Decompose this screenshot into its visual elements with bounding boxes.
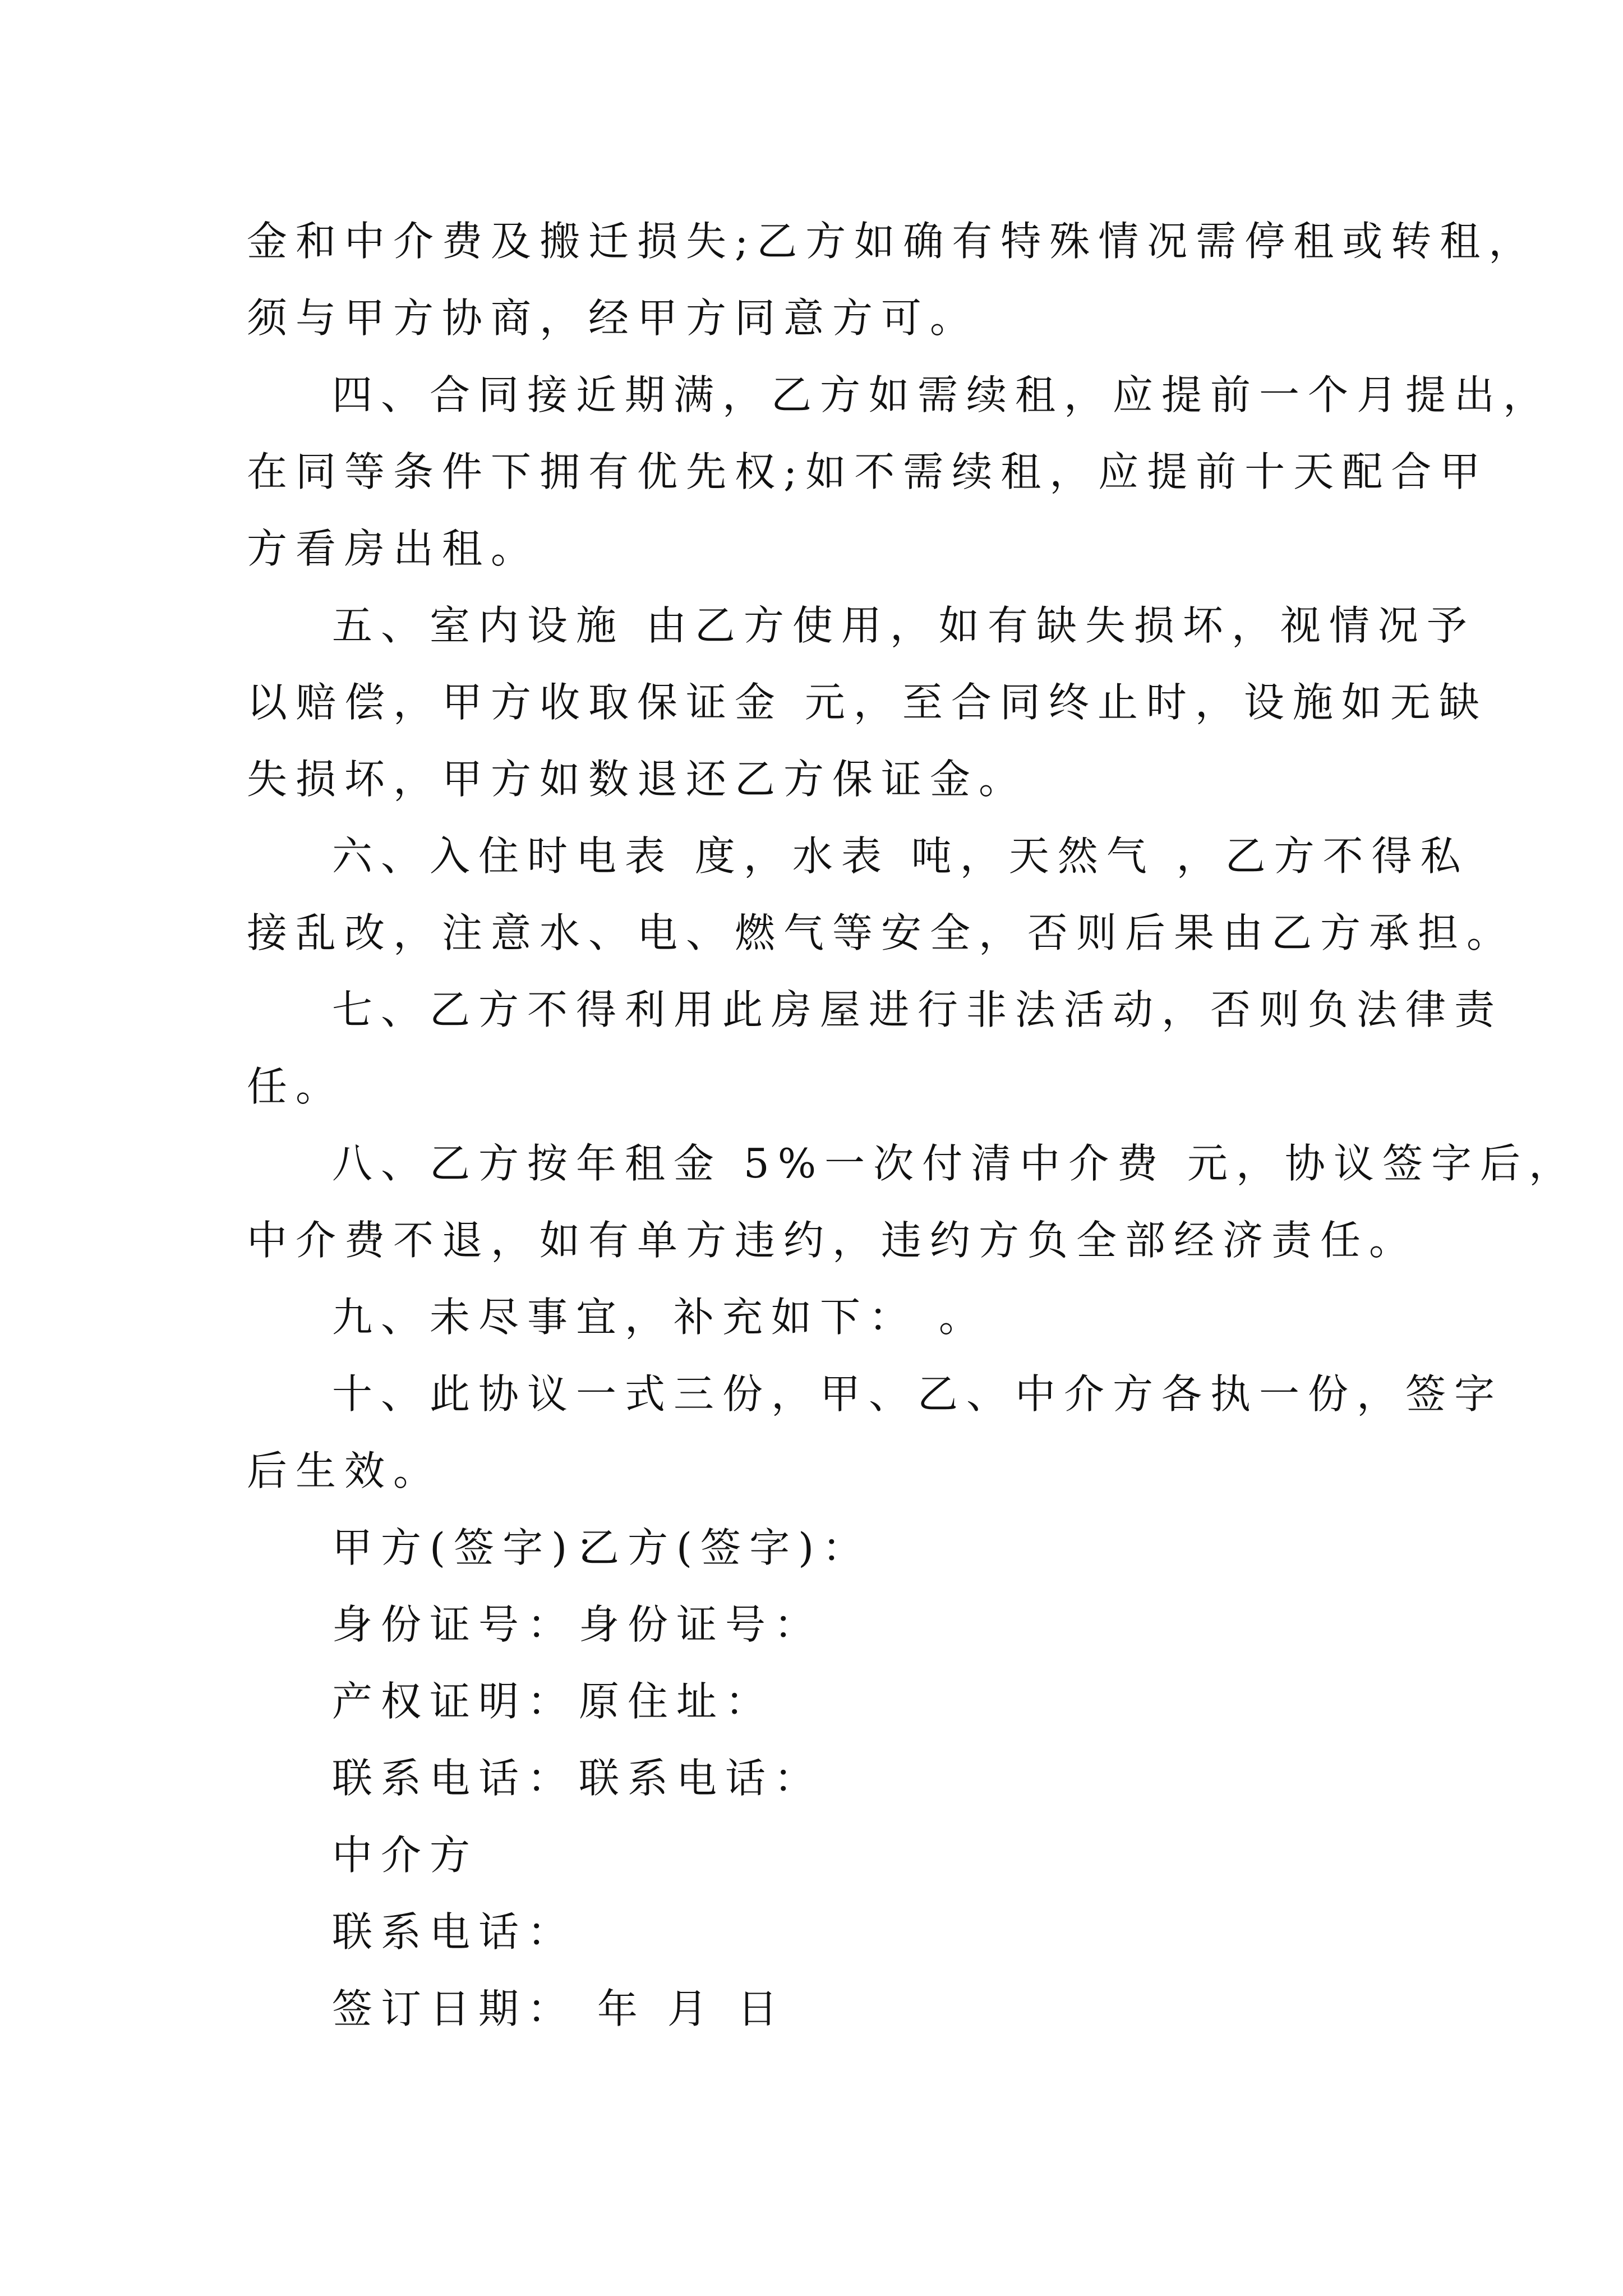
clause-8-line: 八、乙方按年租金 5%一次付清中介费 元，协议签字后，	[332, 1140, 1578, 1187]
clause-5-line: 五、室内设施 由乙方使用，如有缺失损坏，视情况予	[332, 602, 1476, 649]
text-line: 金和中介费及搬迁损失;乙方如确有特殊情况需停租或转租，	[247, 218, 1538, 265]
text-line: 须与甲方协商，经甲方同意方可。	[247, 295, 979, 342]
clause-4-line: 四、合同接近期满，乙方如需续租，应提前一个月提出，	[332, 371, 1552, 418]
party-a-id-label: 身份证号：	[332, 1601, 577, 1648]
text-line: 以赔偿，甲方收取保证金 元，至合同终止时，设施如无缺	[247, 679, 1488, 726]
property-row	[247, 1663, 1391, 1740]
clause-10-line: 十、此协议一式三份，甲、乙、中介方各执一份，签字	[332, 1370, 1504, 1418]
party-b-phone-label: 联系电话：	[579, 1755, 823, 1802]
party-b-sign-label: 乙方(签字)：	[579, 1524, 872, 1571]
party-b-id-label: 身份证号：	[579, 1601, 823, 1648]
party-a-phone-label: 联系电话：	[332, 1755, 577, 1802]
signature-row	[247, 1510, 1391, 1586]
party-a-sign-label: 甲方(签字)：	[332, 1524, 625, 1571]
agent-phone-label: 联系电话：	[332, 1908, 577, 1955]
text-line: 任。	[247, 1063, 345, 1110]
text-line: 后生效。	[247, 1447, 442, 1494]
property-cert-label: 产权证明：	[332, 1678, 577, 1725]
text-line: 中介费不退，如有单方违约，违约方负全部经济责任。	[247, 1217, 1418, 1264]
sign-date-label: 签订日期： 年 月 日	[332, 1985, 786, 2032]
clause-6-line: 六、入住时电表 度，水表 吨，天然气 ，乙方不得私	[332, 832, 1469, 880]
text-line: 在同等条件下拥有优先权;如不需续租，应提前十天配合甲	[247, 448, 1489, 495]
text-line: 方看房出租。	[247, 525, 540, 572]
former-address-label: 原住址：	[579, 1678, 774, 1725]
clause-7-line: 七、乙方不得利用此房屋进行非法活动，否则负法律责	[332, 986, 1504, 1033]
phone-row	[247, 1740, 1391, 1817]
clause-9-line: 九、未尽事宜，补充如下： 。	[332, 1294, 988, 1341]
text-line: 失损坏，甲方如数退还乙方保证金。	[247, 756, 1028, 803]
text-line: 接乱改，注意水、电、燃气等安全，否则后果由乙方承担。	[247, 909, 1516, 956]
agent-label: 中介方	[332, 1832, 479, 1879]
id-number-row	[247, 1586, 1391, 1663]
contract-body	[247, 203, 1578, 2047]
